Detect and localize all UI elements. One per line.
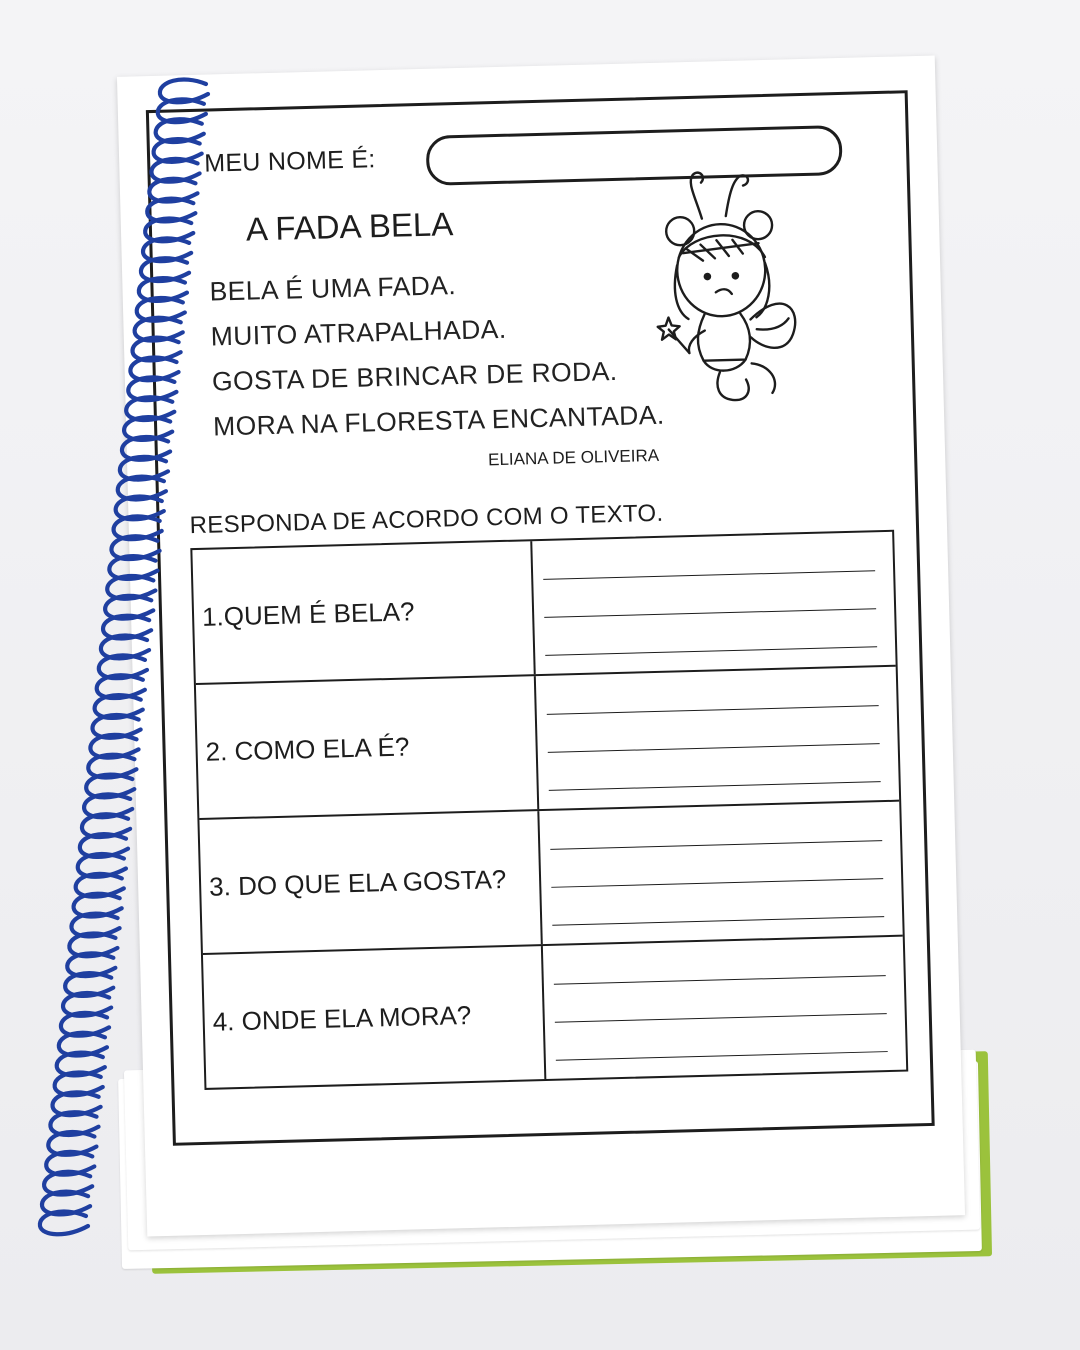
question-text: 4. ONDE ELA MORA? — [203, 946, 546, 1088]
author-credit: ELIANA DE OLIVEIRA — [487, 445, 660, 470]
poem-line: MUITO ATRAPALHADA. — [210, 313, 507, 352]
poem-line: MORA NA FLORESTA ENCANTADA. — [212, 399, 665, 442]
instruction-text: RESPONDA DE ACORDO COM O TEXTO. — [189, 499, 664, 540]
poem-line: GOSTA DE BRINCAR DE RODA. — [211, 355, 618, 397]
story-title: A FADA BELA — [245, 205, 454, 248]
question-text: 2. COMO ELA É? — [196, 676, 539, 818]
poem-line: BELA É UMA FADA. — [209, 270, 457, 307]
question-text: 3. DO QUE ELA GOSTA? — [199, 811, 542, 953]
name-label: MEU NOME É: — [203, 145, 376, 178]
question-text: 1.QUEM É BELA? — [192, 541, 535, 683]
